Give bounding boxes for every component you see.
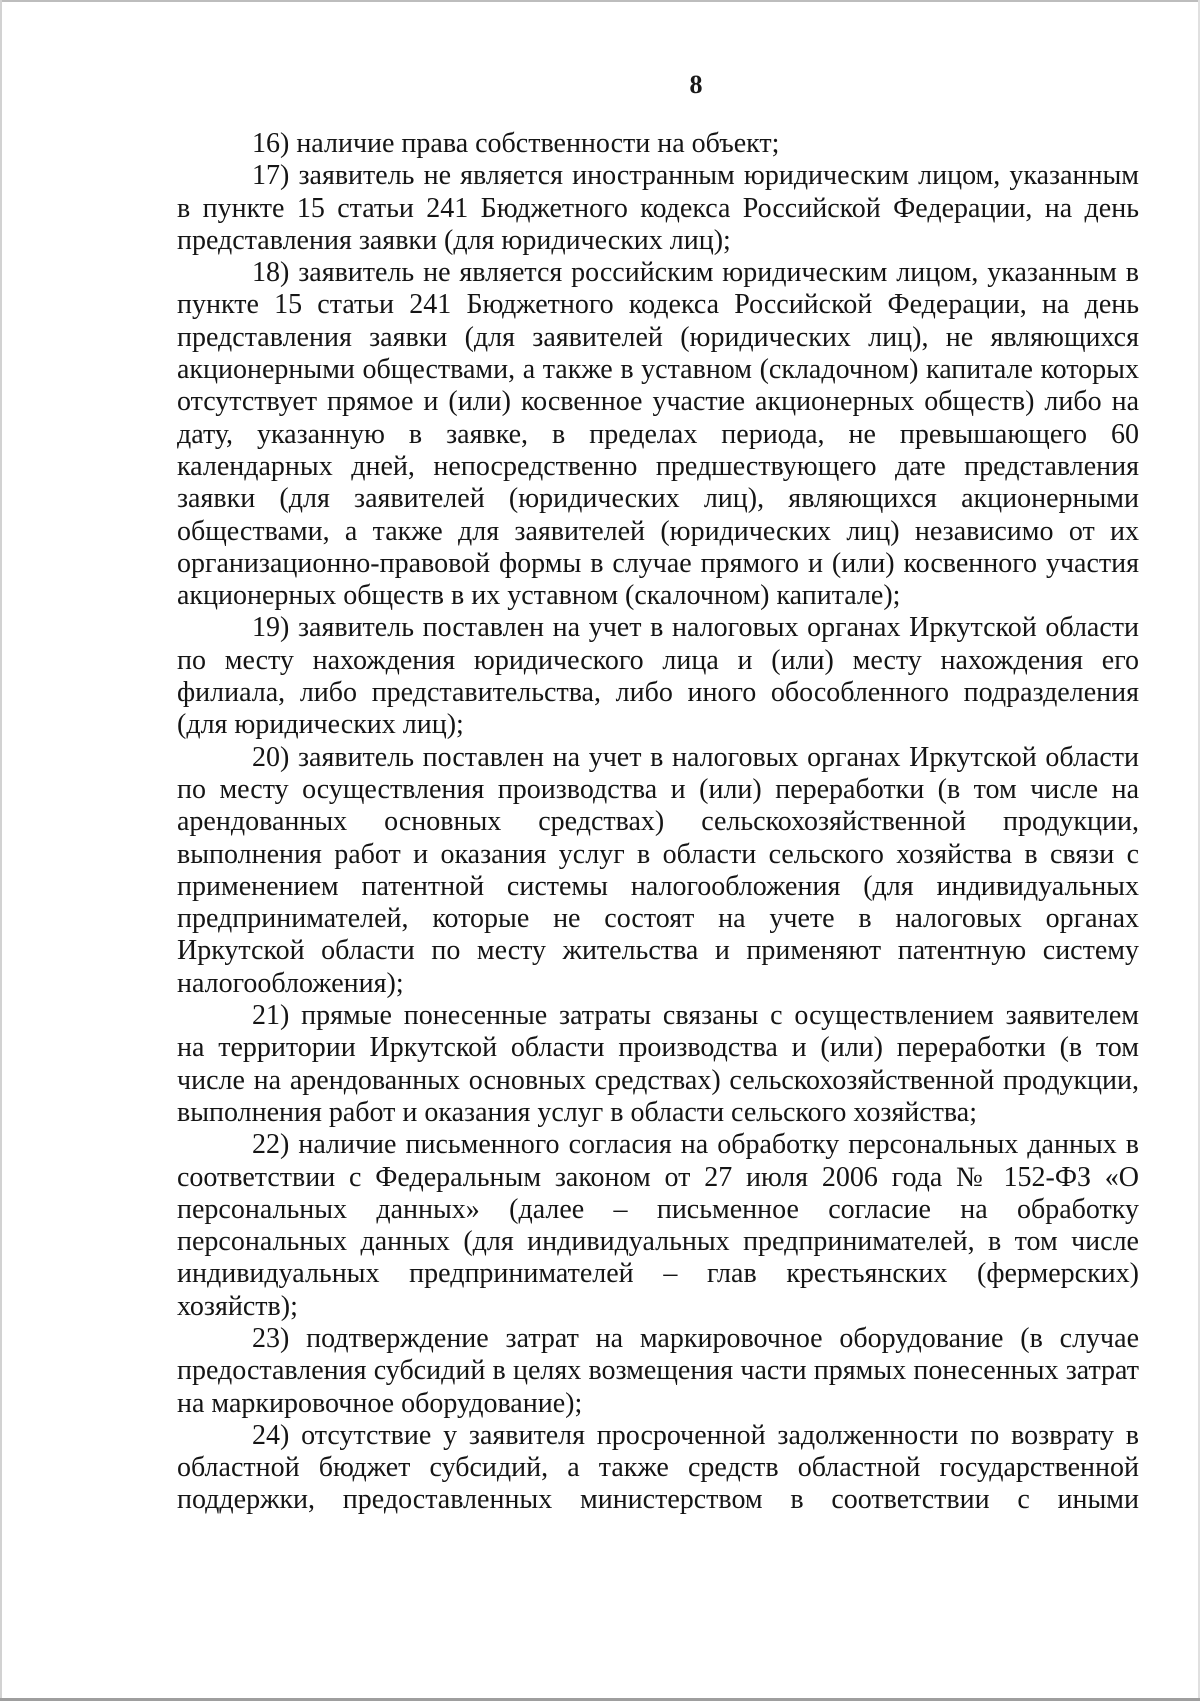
paragraph-item-21: 21) прямые понесенные затраты связаны с осуществлением заявителем на территории Иркутской области производства и (или) переработки (в том числе на арендованных основных средствах) сельскохозяйственной продукции, выполнения работ и оказания услуг в области сельского хозяйства; (177, 1000, 1139, 1128)
paragraph-item-17: 17) заявитель не является иностранным юридическим лицом, указанным в пункте 15 статьи 241 Бюджетного кодекса Российской Федерации, на день представления заявки (для юридических лиц); (177, 160, 1139, 256)
document-body (177, 128, 1139, 1517)
scan-edge-left (0, 0, 2, 1701)
paragraph-item-24: 24) отсутствие у заявителя просроченной задолженности по возврату в областной бюджет субсидий, а также средств областной государственной поддержки, предоставленных министерством в соответствии с иными (177, 1419, 1139, 1516)
paragraph-item-23: 23) подтверждение затрат на маркировочное оборудование (в случае предоставления субсидий в целях возмещения части прямых понесенных затрат на маркировочное оборудование); (177, 1322, 1139, 1419)
paragraph-item-18: 18) заявитель не является российским юридическим лицом, указанным в пункте 15 статьи 241 Бюджетного кодекса Российской Федерации, на день представления заявки (для заявителей (юридических лиц), не являющихся акционерными обществами, а также в уставном (складочном) капитале которых отсутствует прямое и (или) косвенное участие акционерных обществ) либо на дату, указанную в заявке, в пределах периода, не превышающего 60 календарных дней, непосредственно предшествующего дате представления заявки (для заявителей (юридических лиц), являющихся акционерными обществами, а также для заявителей (юридических лиц) независимо от их организационно-правовой формы в случае прямого и (или) косвенного участия акционерных обществ в их уставном (скалочном) капитале); (177, 257, 1139, 612)
paragraph-item-20: 20) заявитель поставлен на учет в налоговых органах Иркутской области по месту осуществления производства и (или) переработки (в том числе на арендованных основных средствах) сельскохозяйственной продукции, выполнения работ и оказания услуг в области сельского хозяйства в связи с применением патентной системы налогообложения (для индивидуальных предпринимателей, которые не состоят на учете в налоговых органах Иркутской области по месту жительства и применяют патентную систему налогообложения); (177, 741, 1139, 999)
scan-edge-top (0, 0, 1200, 2)
page-number: 8 (689, 70, 703, 99)
paragraph-item-22: 22) наличие письменного согласия на обработку персональных данных в соответствии с Федеральным законом от 27 июля 2006 года № 152-ФЗ «О персональных данных» (далее – письменное согласие на обработку персональных данных (для индивидуальных предпринимателей, в том числе индивидуальных предпринимателей – глав крестьянских (фермерских) хозяйств); (177, 1129, 1139, 1322)
paragraph-item-19: 19) заявитель поставлен на учет в налоговых органах Иркутской области по месту нахождения юридического лица и (или) месту нахождения его филиала, либо представительства, либо иного обособленного подразделения (для юридических лиц); (177, 612, 1139, 741)
paragraph-item-16: 16) наличие права собственности на объект; (252, 128, 780, 159)
